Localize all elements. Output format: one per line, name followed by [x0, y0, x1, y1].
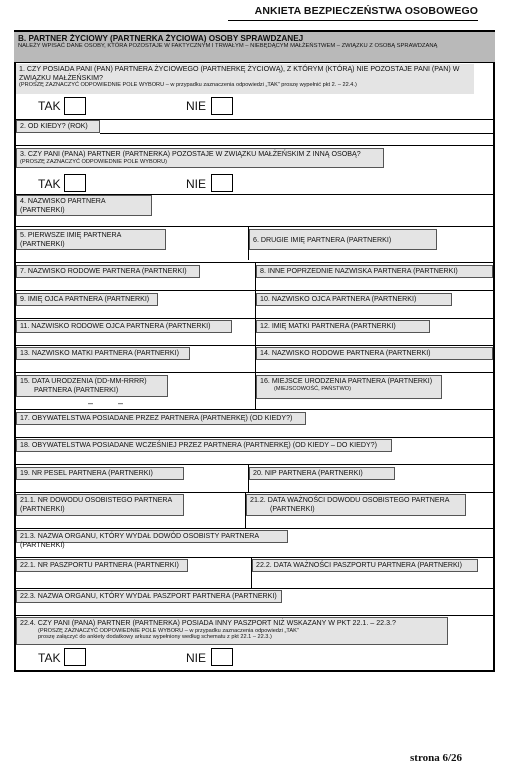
q4-answer-field[interactable] [152, 195, 493, 221]
divider [14, 30, 495, 32]
section-title: B. PARTNER ŻYCIOWY (PARTNERKA ŻYCIOWA) OSOBY SPRAWDZANEJ [18, 34, 304, 43]
q13-label: 13. NAZWISKO MATKI PARTNERA (PARTNERKI) [16, 347, 190, 360]
q8-label: 8. INNE POPRZEDNIE NAZWISKA PARTNERA (PARTNERKI) [256, 265, 493, 278]
q18-label: 18. OBYWATELSTWA POSIADANE WCZEŚNIEJ PRZEZ PARTNERA (PARTNERKĘ) (OD KIEDY – DO KIEDY?) [16, 439, 392, 452]
q5-line1: 5. PIERWSZE IMIĘ PARTNERA [20, 231, 122, 239]
q1-question: 1. CZY POSIADA PANI (PAN) PARTNERA ŻYCIOWEGO (PARTNERKĘ ŻYCIOWĄ), Z KTÓRYM (KTÓRĄ) NIE POZOSTAJE PANI (PAN) W ZWIĄZKU MAŁŻEŃSKIM? [19, 65, 460, 82]
q1-note: (PROSZĘ ZAZNACZYĆ ODPOWIEDNIE POLE WYBORU – w przypadku zaznaczenia odpowiedzi „TAK” proszę wypełnić pkt 2. – 22.4.) [19, 82, 357, 89]
divider [14, 145, 495, 146]
q3-note: (PROSZĘ ZAZNACZYĆ ODPOWIEDNIE POLE WYBORU) [20, 158, 168, 165]
q22-4-note-2: proszę załączyć do ankiety dodatkowy arkusz wypełniony według schematu z pkt 22.1 – 22.3.) [38, 634, 272, 641]
q6-answer-field[interactable] [437, 229, 493, 259]
q11-answer-field[interactable] [232, 320, 255, 344]
q11-label: 11. NAZWISKO RODOWE OJCA PARTNERA (PARTNERKI) [16, 320, 232, 333]
q15-answer-field[interactable] [16, 397, 255, 409]
divider [14, 492, 495, 493]
q21-1-line1: 21.1. NR DOWODU OSOBISTEGO PARTNERA [20, 496, 173, 504]
q19-answer-field[interactable] [184, 467, 248, 491]
q1-no-checkbox[interactable] [211, 97, 233, 115]
q3-no-checkbox[interactable] [211, 174, 233, 192]
q21-2-line2: (PARTNERKI) [270, 504, 315, 513]
q3-question: 3. CZY PANI (PANA) PARTNER (PARTNERKA) POZOSTAJE W ZWIĄZKU MAŁŻEŃSKIM Z INNĄ OSOBĄ? [20, 150, 361, 158]
form-header-title: ANKIETA BEZPIECZEŃSTWA OSOBOWEGO [228, 4, 478, 21]
q16-answer-field[interactable] [442, 375, 493, 408]
q1-label [16, 64, 474, 94]
divider [14, 226, 495, 227]
q4-line1: 4. NAZWISKO PARTNERA [20, 197, 106, 205]
q5-answer-field[interactable] [166, 229, 248, 259]
q2-answer-line [100, 133, 493, 134]
q22-4-question: 22.4. CZY PANI (PANA) PARTNER (PARTNERKA) POSIADA INNY PASZPORT NIŻ WSKAZANY W PKT 22.1. – 22.3.? [20, 619, 396, 627]
q3-yes-label: TAK [38, 177, 61, 191]
q22-4-no-checkbox[interactable] [211, 648, 233, 666]
q19-label: 19. NR PESEL PARTNERA (PARTNERKI) [16, 467, 184, 480]
q15-date-separator-1: – [88, 398, 94, 408]
q13-answer-field[interactable] [190, 347, 255, 371]
q22-1-label: 22.1. NR PASZPORTU PARTNERA (PARTNERKI) [16, 559, 188, 572]
q22-4-label [16, 617, 448, 645]
q22-2-label: 22.2. DATA WAŻNOŚCI PASZPORTU PARTNERA (PARTNERKI) [252, 559, 478, 572]
q22-3-label: 22.3. NAZWA ORGANU, KTÓRY WYDAŁ PASZPORT PARTNERA (PARTNERKI) [16, 590, 282, 603]
q20-answer-field[interactable] [395, 467, 493, 491]
divider [14, 437, 495, 438]
q18-answer-field[interactable] [392, 439, 493, 463]
q10-label: 10. NAZWISKO OJCA PARTNERA (PARTNERKI) [256, 293, 452, 306]
q12-label: 12. IMIĘ MATKI PARTNERA (PARTNERKI) [256, 320, 430, 333]
q7-label: 7. NAZWISKO RODOWE PARTNERA (PARTNERKI) [16, 265, 200, 278]
q22-4-no-label: NIE [186, 651, 207, 665]
q15-line2: PARTNERA (PARTNERKI) [34, 385, 119, 394]
q17-answer-field[interactable] [306, 412, 493, 436]
q16-line2: (MIEJSCOWOŚĆ, PAŃSTWO) [274, 385, 351, 392]
q15-label [16, 375, 168, 397]
q22-4-note-1: (PROSZĘ ZAZNACZYĆ ODPOWIEDNIE POLE WYBORU – w przypadku zaznaczenia odpowiedzi „TAK” [38, 627, 299, 634]
q4-line2: (PARTNERKI) [20, 205, 65, 214]
q1-no-label: NIE [186, 99, 207, 113]
q21-2-line1: 21.2. DATA WAŻNOŚCI DOWODU OSOBISTEGO PARTNERA [250, 496, 450, 504]
divider [14, 670, 495, 672]
q10-answer-field[interactable] [452, 293, 493, 317]
divider [14, 588, 495, 589]
q5-line2: (PARTNERKI) [20, 239, 65, 248]
q7-answer-field[interactable] [200, 265, 255, 289]
q21-1-label [16, 494, 184, 516]
q15-date-separator-2: – [118, 398, 124, 408]
divider [14, 528, 495, 529]
page-number: strona 6/26 [410, 752, 463, 764]
q6-label: 6. DRUGIE IMIĘ PARTNERA (PARTNERKI) [249, 229, 437, 250]
q21-2-label [246, 494, 466, 516]
divider [14, 62, 495, 63]
q2-label: 2. OD KIEDY? (ROK) [16, 120, 100, 133]
divider [14, 615, 495, 616]
q21-1-answer-field[interactable] [184, 494, 245, 527]
q20-label: 20. NIP PARTNERA (PARTNERKI) [249, 467, 395, 480]
section-subtitle: NALEŻY WPISAĆ DANE OSOBY, KTÓRA POZOSTAJE W FAKTYCZNYM I TRWAŁYM – NIEBĘDĄCYM MAŁŻEŃSTWEM – ZWIĄZKU Z OSOBĄ SPRAWDZANĄ [18, 43, 438, 49]
divider [14, 409, 495, 410]
q21-3-label: 21.3. NAZWA ORGANU, KTÓRY WYDAŁ DOWÓD OSOBISTY PARTNERA (PARTNERKI) [16, 530, 288, 543]
q1-yes-label: TAK [38, 99, 61, 113]
q16-label [256, 375, 442, 399]
q4-label [16, 195, 152, 216]
q22-4-yes-label: TAK [38, 651, 61, 665]
q15-line1: 15. DATA URODZENIA (DD-MM-RRRR) [20, 377, 147, 385]
q9-label: 9. IMIĘ OJCA PARTNERA (PARTNERKI) [16, 293, 158, 306]
q3-label [16, 148, 384, 168]
q22-3-answer-field[interactable] [282, 590, 493, 614]
q3-no-label: NIE [186, 177, 207, 191]
q5-label [16, 229, 166, 250]
q21-1-line2: (PARTNERKI) [20, 504, 65, 513]
q9-answer-field[interactable] [158, 293, 255, 317]
q17-label: 17. OBYWATELSTWA POSIADANE PRZEZ PARTNERA (PARTNERKĘ) (OD KIEDY?) [16, 412, 306, 425]
q16-line1: 16. MIEJSCE URODZENIA PARTNERA (PARTNERKI) [260, 377, 433, 385]
q21-2-answer-field[interactable] [466, 494, 493, 527]
q14-label: 14. NAZWISKO RODOWE PARTNERA (PARTNERKI) [256, 347, 493, 360]
divider [14, 557, 495, 558]
q3-yes-checkbox[interactable] [64, 174, 86, 192]
q21-3-answer-field[interactable] [288, 530, 493, 556]
q22-4-yes-checkbox[interactable] [64, 648, 86, 666]
q22-1-answer-field[interactable] [188, 559, 251, 587]
q2-answer-field[interactable] [100, 120, 493, 133]
q1-yes-checkbox[interactable] [64, 97, 86, 115]
q12-answer-field[interactable] [430, 320, 493, 344]
divider [14, 464, 495, 465]
